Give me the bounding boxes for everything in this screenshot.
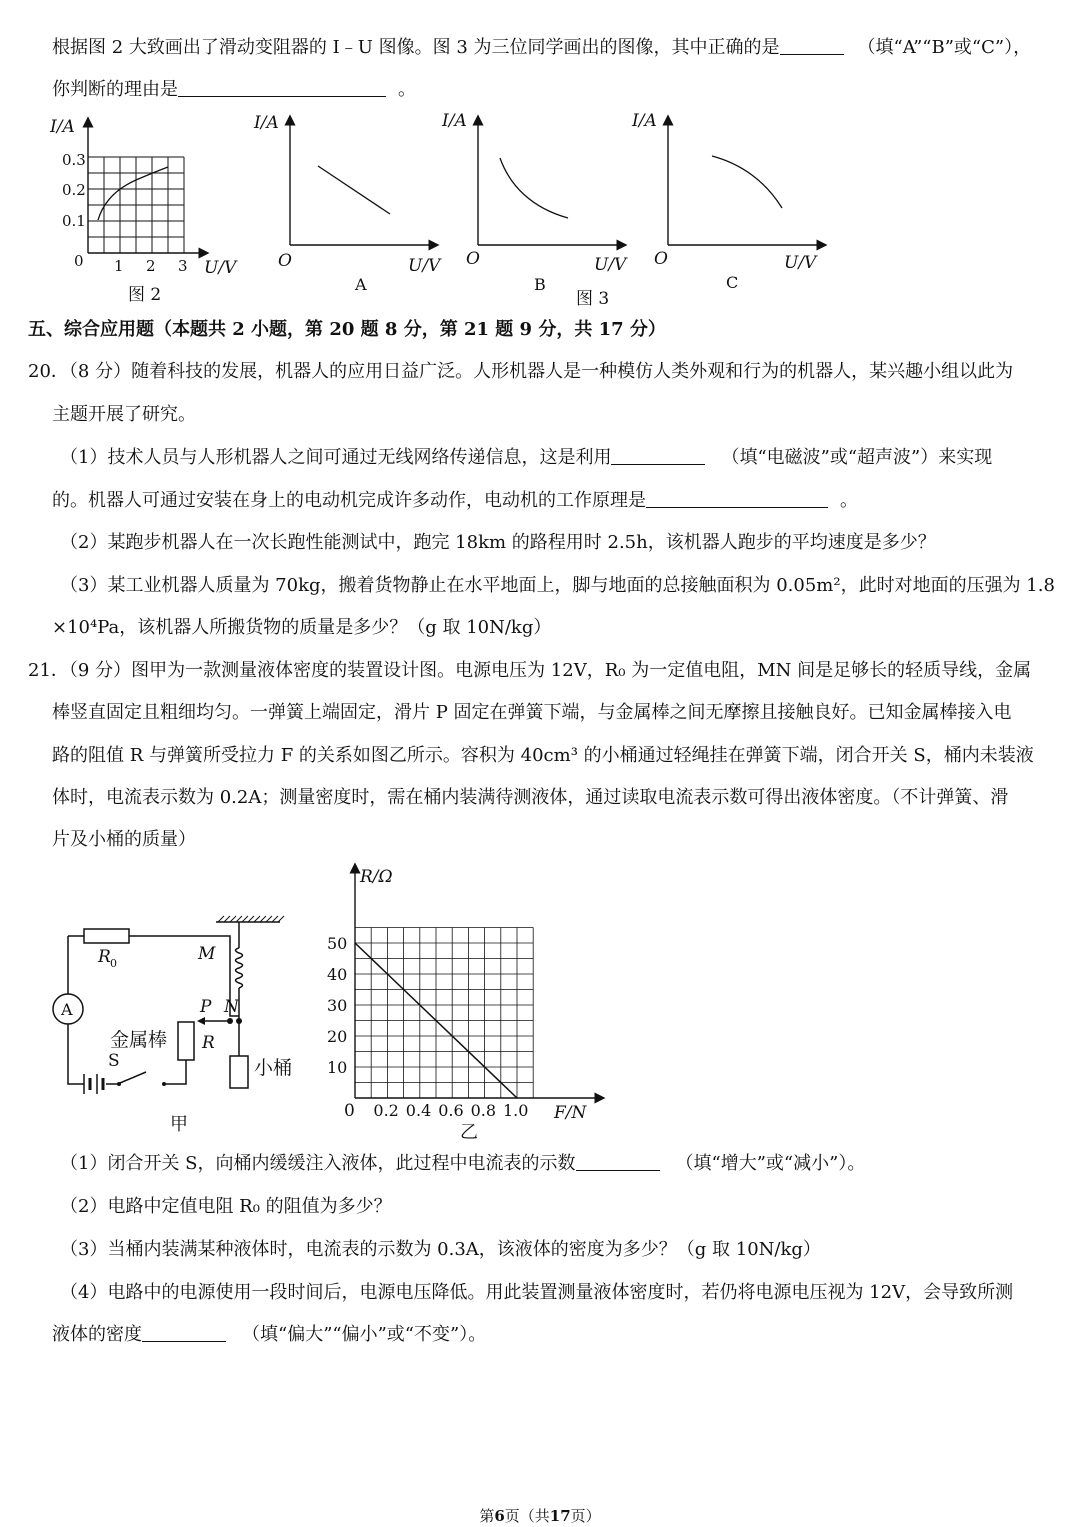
rf-x-label: F/N <box>554 1103 587 1123</box>
fig3c-x-label: U/V <box>784 253 817 273</box>
q21-part-2: （2）电路中定值电阻 R₀ 的阻值为多少？ <box>60 1196 392 1217</box>
rf-x-tick: 1.0 <box>503 1101 529 1120</box>
q20-part-2: （2）某跑步机器人在一次长跑性能测试中，跑完 18km 的路程用时 2.5h，该机器人跑步的平均速度是多少？ <box>60 532 936 553</box>
section-5-heading: 五、综合应用题（本题共 2 小题，第 20 题 8 分，第 21 题 9 分，共 17 分） <box>28 319 666 340</box>
fig2-y-tick: 0.1 <box>62 212 86 230</box>
r0-subscript: 0 <box>110 957 117 970</box>
figure-3-option-c <box>626 108 846 314</box>
answer-blank-reason[interactable] <box>178 78 386 97</box>
p-label: P <box>200 997 212 1017</box>
rf-y-label: R/Ω <box>360 867 393 887</box>
bucket-label: 小桶 <box>254 1057 293 1079</box>
q21-line-2: 棒竖直固定且粗细均匀。一弹簧上端固定，滑片 P 固定在弹簧下端，与金属棒之间无摩擦且接触良好。已知金属棒接入电 <box>52 702 1012 723</box>
page-footer: 第6页（共17页） <box>479 1507 601 1525</box>
fig2-y-tick: 0.3 <box>62 151 86 169</box>
fig3b-y-label: I/A <box>442 111 467 131</box>
q21-part-1: （1）闭合开关 S，向桶内缓缓注入液体，此过程中电流表的示数 （填“增大”或“减小”）。 <box>60 1153 866 1174</box>
fig3c-origin: O <box>654 249 668 269</box>
rf-y-tick: 50 <box>327 934 348 953</box>
fig3-caption: 图 3 <box>576 289 610 309</box>
rf-caption: 乙 <box>460 1122 478 1143</box>
option-b-curve <box>500 158 568 218</box>
switch <box>120 1072 146 1083</box>
q20-intro-1: 20．（8 分）随着科技的发展，机器人的应用日益广泛。人形机器人是一种模仿人类外观和行为的机器人，某兴趣小组以此为 <box>28 361 1014 382</box>
rf-origin: 0 <box>344 1101 355 1121</box>
bucket <box>230 1056 248 1088</box>
fig3b-x-label: U/V <box>594 255 627 275</box>
fig2-x-label: U/V <box>204 258 237 278</box>
spring <box>236 948 243 988</box>
q20-part-1a: （1）技术人员与人形机器人之间可通过无线网络传递信息，这是利用 （填“电磁波”或“超声波”）来实现 <box>60 447 993 468</box>
rf-y-tick: 20 <box>327 1027 348 1046</box>
intro-line-1: 根据图 2 大致画出了滑动变阻器的 I﹣U 图像。图 3 为三位同学画出的图像，其中正确的是 （填“A”“B”或“C”）， <box>52 37 1032 58</box>
q21-line-1: 21．（9 分）图甲为一款测量液体密度的装置设计图。电源电压为 12V，R₀ 为一定值电阻，MN 间是足够长的轻质导线，金属 <box>28 660 1032 681</box>
fig3a-origin: O <box>278 251 292 271</box>
switch-label: S <box>108 1051 120 1071</box>
circuit-diagram <box>40 906 300 1138</box>
option-c-label: C <box>726 273 739 292</box>
q21-part-4b: 液体的密度 （填“偏大”“偏小”或“不变”）。 <box>52 1324 487 1345</box>
r0-label: R <box>98 947 111 967</box>
answer-blank-q21-4[interactable] <box>142 1323 226 1342</box>
q21-part-3: （3）当桶内装满某种液体时，电流表的示数为 0.3A，该液体的密度为多少？（g 取 10N/kg） <box>60 1239 821 1260</box>
page-number: 6 <box>494 1507 505 1525</box>
answer-blank-q20-1[interactable] <box>611 446 705 465</box>
fig2-x-tick: 2 <box>146 257 156 275</box>
q21-line-4: 体时，电流表示数为 0.2A；测量密度时，需在桶内装满待测液体，通过读取电流表示数可得出液体密度。（不计弹簧、滑 <box>52 787 1009 808</box>
m-label: M <box>198 944 216 964</box>
r0-resistor <box>84 929 129 943</box>
rod-label: 金属棒 <box>110 1029 168 1051</box>
rf-x-tick: 0.6 <box>438 1101 464 1120</box>
slider-p <box>197 1017 205 1025</box>
fig2-x-tick: 1 <box>114 257 124 275</box>
q21-line-3: 路的阻值 R 与弹簧所受拉力 F 的关系如图乙所示。容积为 40cm³ 的小桶通过轻绳挂在弹簧下端，闭合开关 S，桶内未装液 <box>52 745 1034 766</box>
rf-chart <box>320 860 610 1144</box>
metal-rod <box>178 1022 194 1060</box>
fig2-caption: 图 2 <box>128 285 162 305</box>
q21-part-4a: （4）电路中的电源使用一段时间后，电源电压降低。用此装置测量液体密度时，若仍将电源电压视为 12V，会导致所测 <box>60 1282 1014 1303</box>
q20-part-3b: ×10⁴Pa，该机器人所搬货物的质量是多少？（g 取 10N/kg） <box>52 617 552 638</box>
q20-intro-2: 主题开展了研究。 <box>52 404 196 425</box>
option-c-curve <box>712 156 782 208</box>
q20-part-1b: 的。机器人可通过安装在身上的电动机完成许多动作，电动机的工作原理是 。 <box>52 490 858 511</box>
figure-3-option-a <box>248 108 448 314</box>
rf-x-tick: 0.4 <box>405 1101 432 1120</box>
fig2-origin: 0 <box>74 252 84 270</box>
ammeter-label: A <box>61 1000 73 1019</box>
figure-3-option-b <box>436 108 636 314</box>
rf-y-tick: 30 <box>327 996 348 1015</box>
figure-2 <box>40 108 260 314</box>
fig3b-origin: O <box>466 249 480 269</box>
option-a-label: A <box>355 275 367 294</box>
intro-line-2: 你判断的理由是 。 <box>52 79 416 100</box>
option-b-label: B <box>534 275 546 294</box>
answer-blank-q20-2[interactable] <box>646 489 828 508</box>
q21-line-5: 片及小桶的质量） <box>52 829 196 850</box>
rf-x-tick: 0.8 <box>470 1101 497 1120</box>
fig3c-y-label: I/A <box>632 111 657 131</box>
answer-blank-q21-1[interactable] <box>576 1152 660 1171</box>
q20-part-3a: （3）某工业机器人质量为 70kg，搬着货物静止在水平地面上，脚与地面的总接触面积为 0.05m²，此时对地面的压强为 1.8 <box>60 575 1055 596</box>
rod-r-label: R <box>202 1033 215 1053</box>
rf-y-tick: 10 <box>327 1058 348 1077</box>
fig3a-x-label: U/V <box>408 256 441 276</box>
fig2-y-label: I/A <box>50 117 75 137</box>
fig2-x-tick: 3 <box>178 257 188 275</box>
rf-x-tick: 0.2 <box>373 1101 399 1120</box>
fig3a-y-label: I/A <box>254 113 279 133</box>
page-total: 17 <box>549 1507 571 1525</box>
circuit-caption: 甲 <box>170 1114 188 1135</box>
answer-blank-choice[interactable] <box>780 36 844 55</box>
rf-y-tick: 40 <box>327 965 348 984</box>
option-a-line <box>318 166 390 214</box>
n-label: N <box>224 997 239 1017</box>
fig2-iu-curve <box>98 167 168 220</box>
fig2-y-tick: 0.2 <box>62 181 86 199</box>
